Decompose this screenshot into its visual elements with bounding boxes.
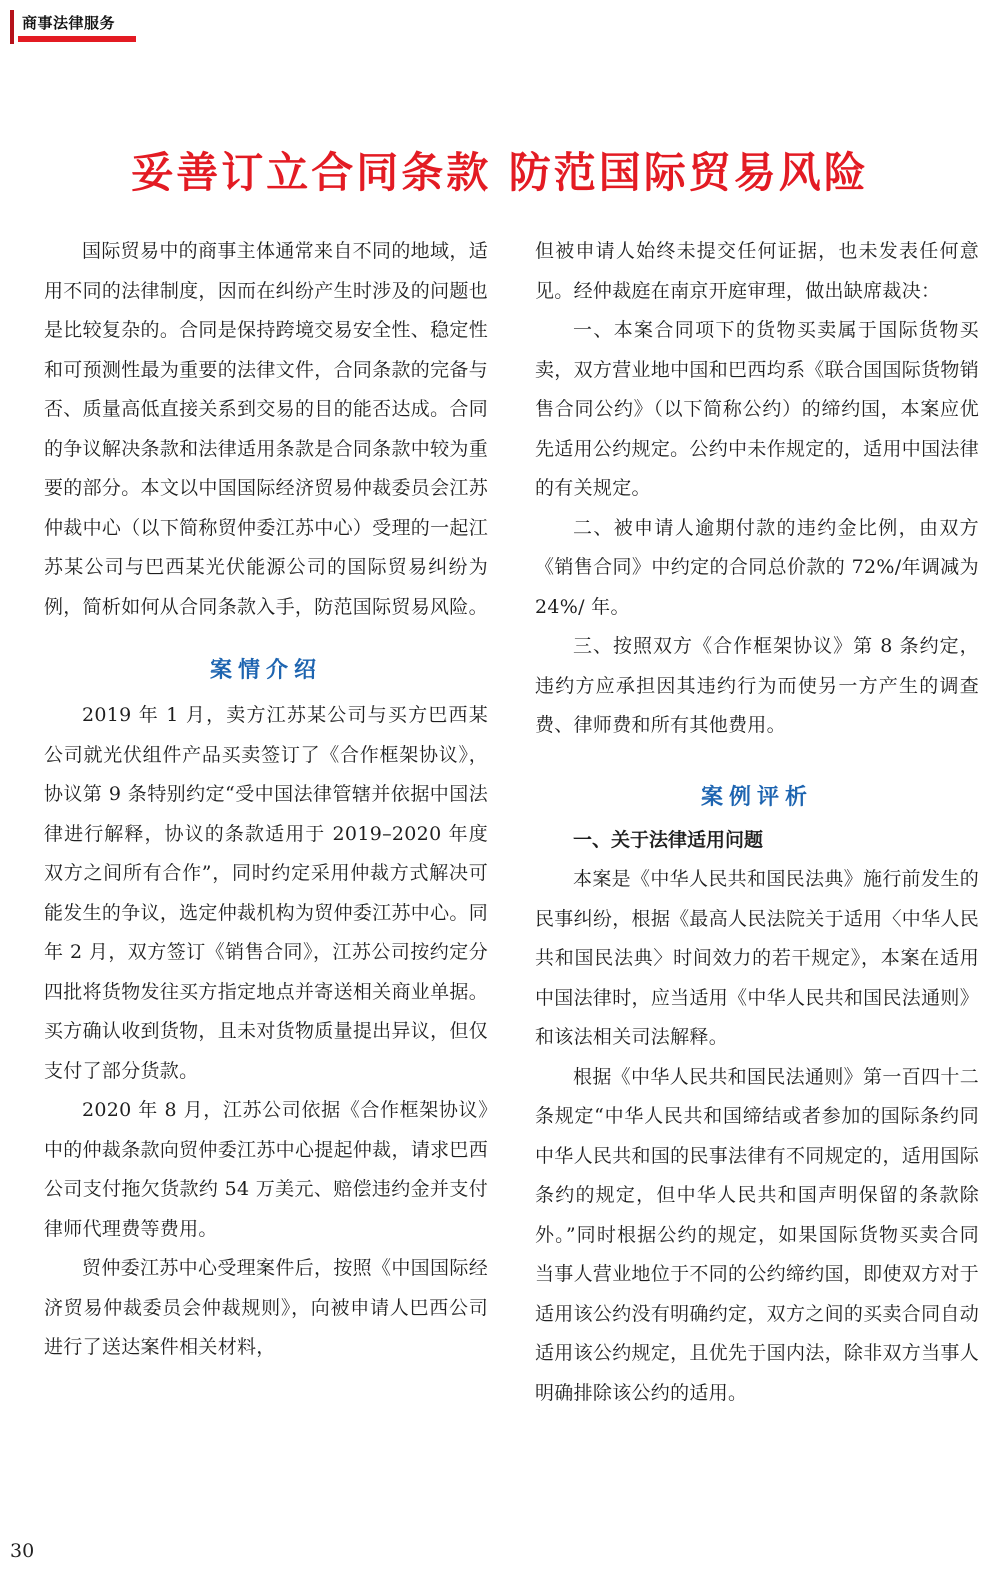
- page-number: 30: [10, 1540, 35, 1562]
- article-title: 妥善订立合同条款 防范国际贸易风险: [131, 148, 869, 197]
- section-label: 商事法律服务: [22, 14, 116, 32]
- ruling-item-1: 一、本案合同项下的货物买卖属于国际货物买卖，双方营业地中国和巴西均系《联合国国际货物销售合同公约》（以下简称公约）的缔约国，本案应优先适用公约规定。公约中未作规定的，适用中国法律的有关规定。: [535, 319, 979, 499]
- left-column: [44, 232, 488, 1368]
- analysis-paragraph-1: 本案是《中华人民共和国民法典》施行前发生的民事纠纷，根据《最高人民法院关于适用〈中华人民共和国民法典〉时间效力的若干规定》，本案在适用中国法律时，应当适用《中华人民共和国民法通则》和该法相关司法解释。: [535, 868, 979, 1048]
- right-column: [535, 232, 979, 1413]
- ruling-item-3: 三、按照双方《合作框架协议》第 8 条约定，违约方应承担因其违约行为而使另一方产生的调查费、律师费和所有其他费用。: [535, 635, 979, 736]
- case-paragraph-2: 2020 年 8 月，江苏公司依据《合作框架协议》中的仲裁条款向贸仲委江苏中心提起仲裁，请求巴西公司支付拖欠货款约 54 万美元、赔偿违约金并支付律师代理费等费用。: [44, 1099, 488, 1240]
- section-header: [10, 10, 128, 44]
- case-paragraph-3: 贸仲委江苏中心受理案件后，按照《中国国际经济贸易仲裁委员会仲裁规则》，向被申请人巴西公司进行了送达案件相关材料，: [44, 1257, 488, 1358]
- case-paragraph-1: 2019 年 1 月，卖方江苏某公司与买方巴西某公司就光伏组件产品买卖签订了《合作框架协议》，协议第 9 条特别约定“受中国法律管辖并依据中国法律进行解释，协议的条款适用于 2019–2020 年度双方之间所有合作”，同时约定采用仲裁方式解决可能发生的争议，选定仲裁机构为贸仲委江苏中心。同年 2 月，双方签订《销售合同》，江苏公司按约定分四批将货物发往买方指定地点并寄送相关商业单据。买方确认收到货物，且未对货物质量提出异议，但仅支付了部分货款。: [44, 704, 488, 1082]
- section-heading-case: 案情介绍: [209, 657, 322, 683]
- sub-heading-law: 一、关于法律适用问题: [573, 828, 764, 851]
- header-red-underline: [18, 36, 136, 42]
- intro-paragraph: 国际贸易中的商事主体通常来自不同的地域，适用不同的法律制度，因而在纠纷产生时涉及的问题也是比较复杂的。合同是保持跨境交易安全性、稳定性和可预测性最为重要的法律文件，合同条款的完备与否、质量高低直接关系到交易的目的能否达成。合同的争议解决条款和法律适用条款是合同条款中较为重要的部分。本文以中国国际经济贸易仲裁委员会江苏仲裁中心（以下简称贸仲委江苏中心）受理的一起江苏某公司与巴西某光伏能源公司的国际贸易纠纷为例，简析如何从合同条款入手，防范国际贸易风险。: [44, 240, 488, 618]
- analysis-paragraph-2: 根据《中华人民共和国民法通则》第一百四十二条规定“中华人民共和国缔结或者参加的国际条约同中华人民共和国的民事法律有不同规定的，适用国际条约的规定，但中华人民共和国声明保留的条款除外。”同时根据公约的规定，如果国际货物买卖合同当事人营业地位于不同的公约缔约国，即使双方对于适用该公约没有明确约定，双方之间的买卖合同自动适用该公约规定，且优先于国内法，除非双方当事人明确排除该公约的适用。: [535, 1065, 979, 1404]
- section-heading-analysis: 案例评析: [700, 783, 813, 810]
- continued-paragraph: 但被申请人始终未提交任何证据，也未发表任何意见。经仲裁庭在南京开庭审理，做出缺席裁决：: [535, 240, 979, 302]
- header-accent-bar: [10, 10, 14, 44]
- ruling-item-2: 二、被申请人逾期付款的违约金比例，由双方《销售合同》中约定的合同总价款的 72%/年调减为 24%/ 年。: [535, 516, 979, 618]
